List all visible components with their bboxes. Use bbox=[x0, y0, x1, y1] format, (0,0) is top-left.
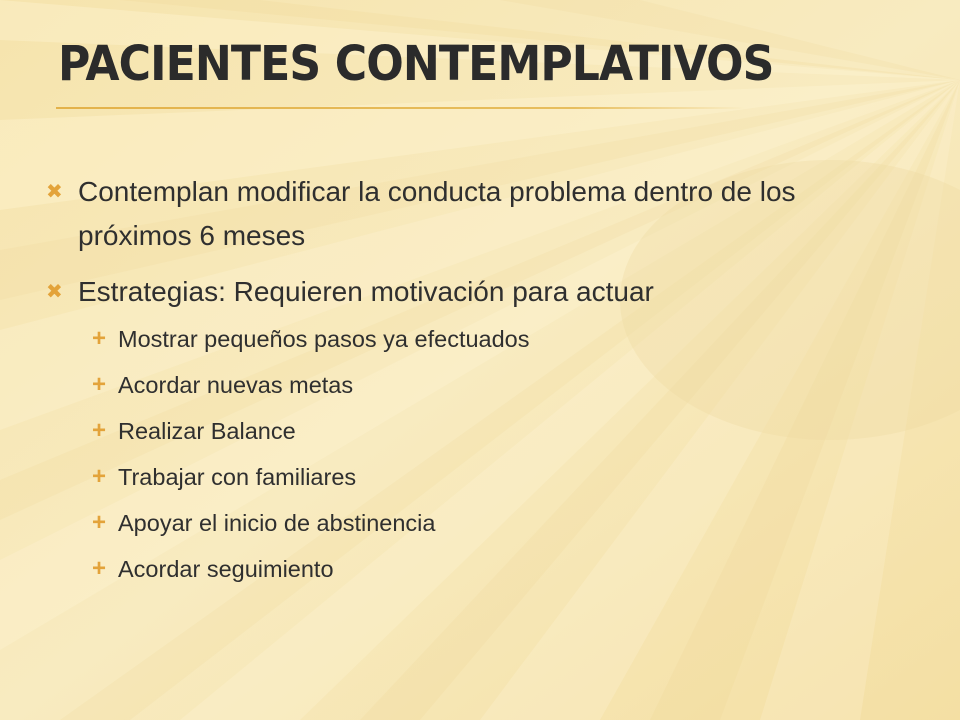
sub-bullet-item bbox=[92, 324, 892, 354]
bullet-item bbox=[46, 170, 906, 258]
sub-bullet-text: Trabajar con familiares bbox=[118, 464, 357, 490]
sub-bullet-text: Apoyar el inicio de abstinencia bbox=[118, 510, 436, 536]
x-bullet-icon: ✖ bbox=[46, 181, 63, 203]
plus-bullet-icon: + bbox=[92, 371, 107, 398]
sub-bullet-item bbox=[92, 370, 892, 400]
slide-title: PACIENTES CONTEMPLATIVOS bbox=[58, 36, 774, 92]
plus-bullet-icon: + bbox=[92, 417, 107, 444]
sub-bullet-item bbox=[92, 508, 892, 538]
sub-bullet-text: Mostrar pequeños pasos ya efectuados bbox=[118, 326, 530, 352]
sub-bullet-item bbox=[92, 554, 892, 584]
bullet-item bbox=[46, 270, 906, 314]
plus-bullet-icon: + bbox=[92, 509, 107, 536]
sub-bullet-text: Acordar nuevas metas bbox=[118, 372, 354, 398]
plus-bullet-icon: + bbox=[92, 463, 107, 490]
sub-bullet-text: Acordar seguimiento bbox=[118, 556, 334, 582]
bullet-text: Estrategias: Requieren motivación para actuar bbox=[78, 276, 654, 307]
sub-bullet-text: Realizar Balance bbox=[118, 418, 296, 444]
plus-bullet-icon: + bbox=[92, 325, 107, 352]
plus-bullet-icon: + bbox=[92, 555, 107, 582]
x-bullet-icon: ✖ bbox=[46, 281, 63, 303]
sub-bullet-item bbox=[92, 462, 892, 492]
sub-bullet-item bbox=[92, 416, 892, 446]
bullet-text: Contemplan modificar la conducta problema dentro de los próximos 6 meses bbox=[78, 176, 796, 251]
